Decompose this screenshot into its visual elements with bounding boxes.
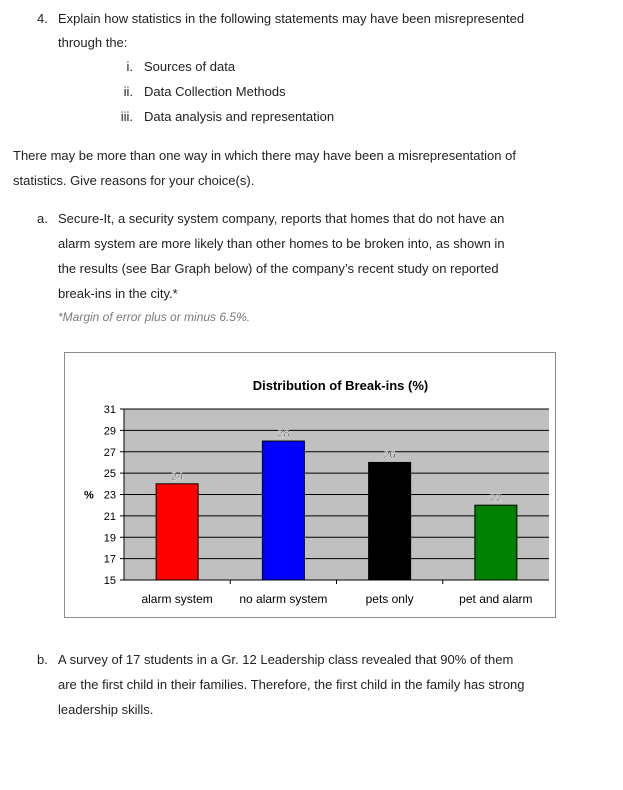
instruction-line-2: statistics. Give reasons for your choice(s). (13, 173, 255, 188)
part-b-line-1: A survey of 17 students in a Gr. 12 Leadership class revealed that 90% of them (58, 652, 514, 667)
bar-chart (64, 352, 556, 618)
part-b-line-2: are the first child in their families. Therefore, the first child in the family has strong (58, 677, 525, 692)
y-axis-label: % (84, 489, 94, 502)
y-tick-label-23: 23 (103, 489, 116, 502)
data-label-0: 24 (171, 470, 184, 483)
part-a-marker: a. (37, 211, 48, 226)
part-a-line-3: the results (see Bar Graph below) of the company’s recent study on reported (58, 261, 499, 276)
bar-0 (156, 484, 198, 580)
list-item-marker-2: ii. (123, 84, 133, 99)
part-a-line-1: Secure-It, a security system company, reports that homes that do not have an (58, 211, 505, 226)
instruction-line-1: There may be more than one way in which there may have been a misrepresentation of (13, 148, 516, 163)
x-category-label-3: pet and alarm (459, 592, 533, 606)
list-item-marker-3: iii. (120, 109, 133, 124)
bar-3 (475, 505, 517, 580)
list-item-1: Sources of data (144, 59, 236, 74)
chart-title: Distribution of Break-ins (%) (252, 378, 429, 393)
bar-1 (262, 441, 304, 580)
question-number: 4. (37, 11, 48, 26)
question-text-line-1: Explain how statistics in the following statements may have been misrepresented (58, 11, 525, 26)
margin-of-error-note: *Margin of error plus or minus 6.5%. (58, 310, 251, 324)
y-tick-label-29: 29 (103, 425, 116, 438)
data-label-3: 22 (489, 492, 502, 505)
y-tick-label-17: 17 (103, 553, 116, 566)
x-category-label-1: no alarm system (239, 592, 328, 606)
y-tick-label-15: 15 (103, 575, 116, 587)
y-tick-label-19: 19 (103, 532, 116, 545)
bar-2 (369, 462, 411, 580)
data-label-2: 26 (383, 449, 396, 462)
y-tick-label-31: 31 (103, 404, 116, 416)
x-category-label-2: pets only (365, 592, 414, 606)
x-category-label-0: alarm system (141, 592, 213, 606)
list-item-3: Data analysis and representation (144, 109, 335, 124)
part-b-marker: b. (37, 652, 48, 667)
question-text-line-2: through the: (58, 35, 128, 50)
part-a-line-2: alarm system are more likely than other homes to be broken into, as shown in (58, 236, 505, 251)
y-tick-label-25: 25 (103, 468, 116, 481)
part-b-line-3: leadership skills. (58, 702, 154, 717)
list-item-marker-1: i. (126, 59, 133, 74)
list-item-2: Data Collection Methods (144, 84, 286, 99)
y-tick-label-21: 21 (103, 510, 116, 523)
data-label-1: 28 (277, 428, 290, 441)
y-tick-label-27: 27 (103, 446, 116, 459)
part-a-line-4: break-ins in the city.* (58, 286, 178, 301)
bar-chart-svg (65, 353, 557, 619)
